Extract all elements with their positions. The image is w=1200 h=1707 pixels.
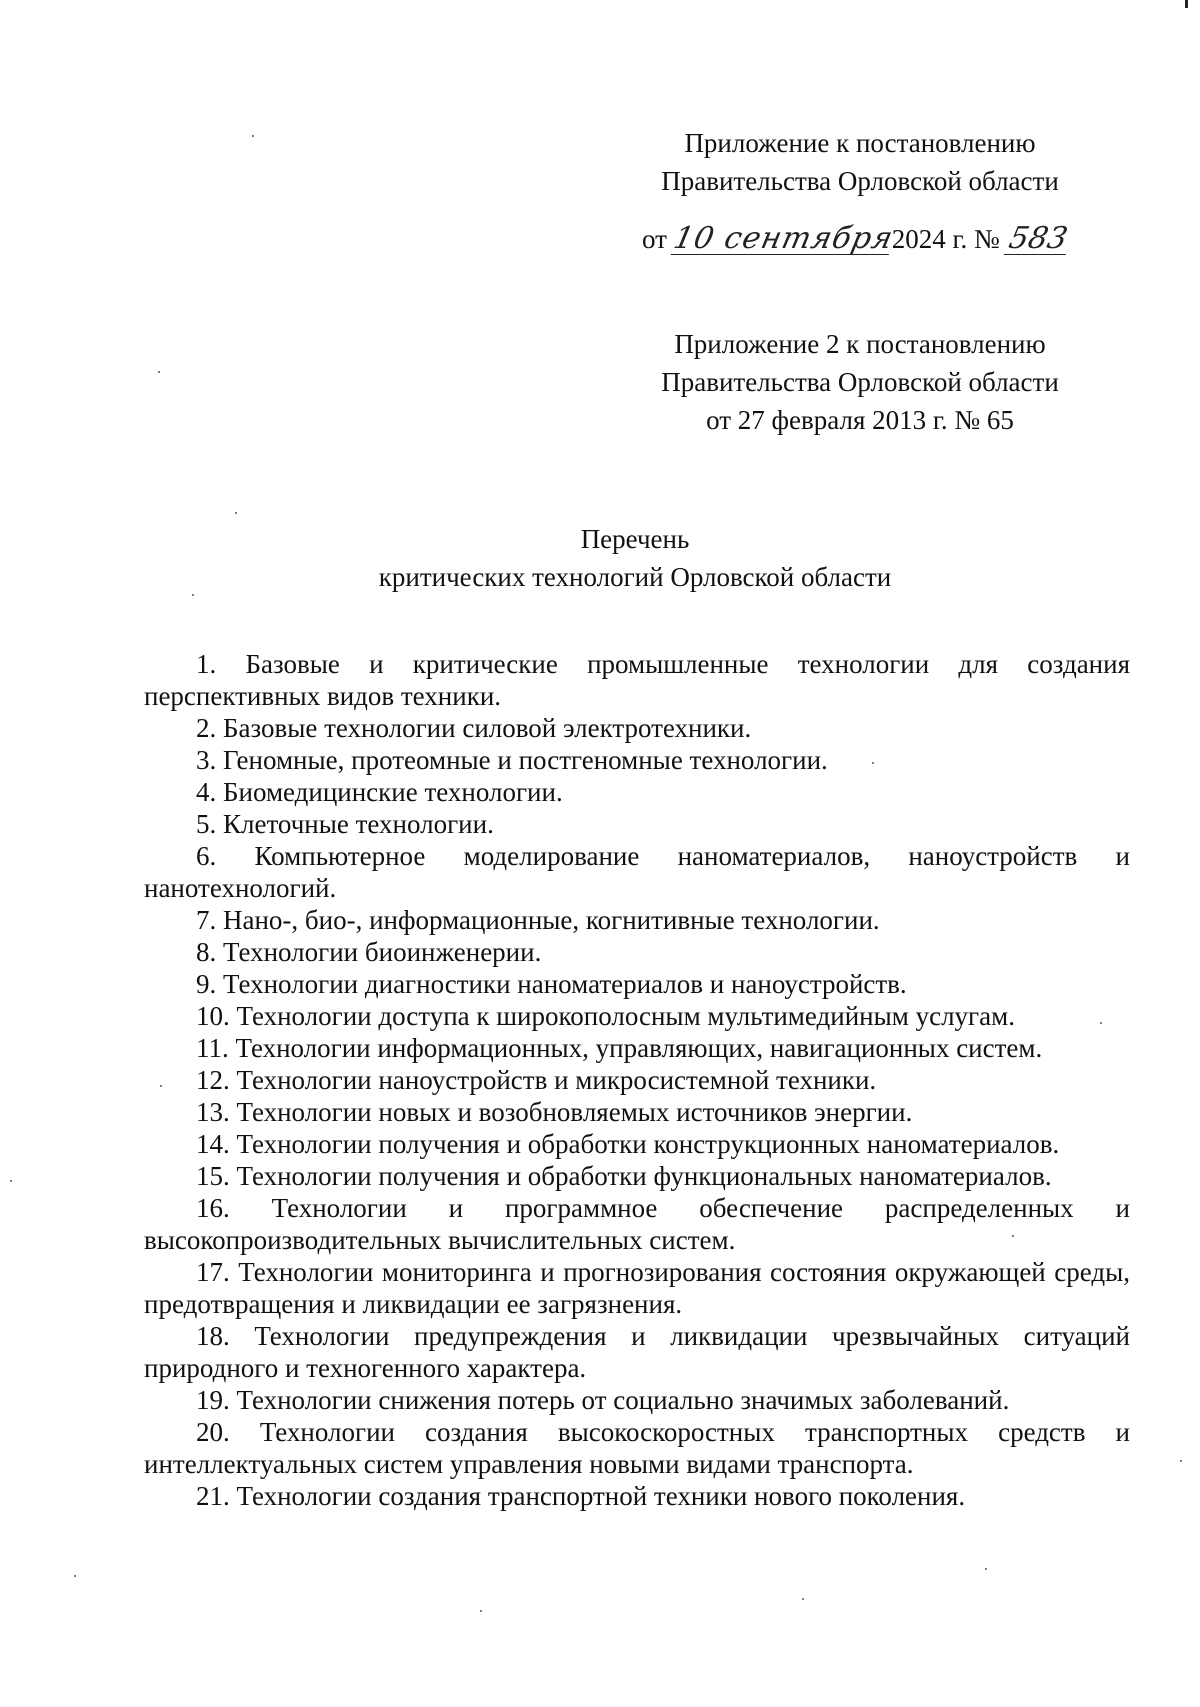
list-item: 11. Технологии информационных, управляющих, навигационных систем. xyxy=(196,1033,1043,1063)
list-item: 15. Технологии получения и обработки функциональных наноматериалов. xyxy=(196,1161,1052,1191)
handwritten-date: 10 сентября xyxy=(670,221,897,256)
list-item: 4. Биомедицинские технологии. xyxy=(196,777,563,807)
scan-speck xyxy=(1100,1022,1102,1024)
year-suffix: 2024 г. № xyxy=(891,224,1000,254)
list-item: 12. Технологии наноустройств и микросистемной техники. xyxy=(196,1065,877,1095)
scan-speck xyxy=(480,1610,482,1612)
date-prefix: от xyxy=(642,224,667,254)
appendix-header-current xyxy=(640,124,1080,200)
list-item: 9. Технологии диагностики наноматериалов и наноустройств. xyxy=(196,969,907,999)
list-item: 13. Технологии новых и возобновляемых источников энергии. xyxy=(196,1097,913,1127)
list-item: 8. Технологии биоинженерии. xyxy=(196,937,542,967)
appendix-original-line-2: Правительства Орловской области xyxy=(661,367,1059,397)
list-item: 17. Технологии мониторинга и прогнозирования состояния окружающей среды, предотвращения и ликвидации ее загрязнения. xyxy=(144,1257,1130,1319)
decree-date-line xyxy=(642,220,1082,258)
scan-speck xyxy=(158,371,160,373)
list-item: 2. Базовые технологии силовой электротехники. xyxy=(196,713,752,743)
list-item: 6. Компьютерное моделирование наноматериалов, наноустройств и нанотехнологий. xyxy=(144,841,1130,903)
list-item: 16. Технологии и программное обеспечение распределенных и высокопроизводительных вычислительных систем. xyxy=(144,1193,1130,1255)
list-item: 1. Базовые и критические промышленные технологии для создания перспективных видов техники. xyxy=(144,649,1130,711)
list-item: 18. Технологии предупреждения и ликвидации чрезвычайных ситуаций природного и техногенного характера. xyxy=(144,1321,1130,1383)
title-line-1: Перечень xyxy=(580,524,690,554)
technology-list xyxy=(144,648,1130,1512)
scan-corner-mark xyxy=(1185,0,1188,8)
title-line-2: критических технологий Орловской области xyxy=(378,562,892,592)
appendix-original-line-3: от 27 февраля 2013 г. № 65 xyxy=(706,405,1014,435)
handwritten-number: 583 xyxy=(1003,224,1072,255)
appendix-header-original xyxy=(640,325,1080,439)
appendix-original-line-1: Приложение 2 к постановлению xyxy=(674,329,1046,359)
list-item: 7. Нано-, био-, информационные, когнитивные технологии. xyxy=(196,905,880,935)
document-title xyxy=(140,520,1130,596)
scan-speck xyxy=(872,762,874,764)
scan-speck xyxy=(10,1180,12,1182)
appendix-line-2: Правительства Орловской области xyxy=(661,166,1059,196)
list-item: 19. Технологии снижения потерь от социально значимых заболеваний. xyxy=(196,1385,1010,1415)
scan-speck xyxy=(160,1085,162,1087)
list-item: 5. Клеточные технологии. xyxy=(196,809,494,839)
list-item: 10. Технологии доступа к широкополосным мультимедийным услугам. xyxy=(196,1001,1015,1031)
scan-speck xyxy=(235,512,237,514)
scan-speck xyxy=(985,1568,987,1570)
scan-speck xyxy=(802,1598,804,1600)
scan-speck xyxy=(74,1575,76,1577)
scan-speck xyxy=(1180,1460,1182,1462)
list-item: 20. Технологии создания высокоскоростных транспортных средств и интеллектуальных систем управления новыми видами транспорта. xyxy=(144,1417,1130,1479)
scan-speck xyxy=(1012,1235,1014,1237)
scan-speck xyxy=(252,135,254,137)
scan-speck xyxy=(192,594,194,596)
appendix-line-1: Приложение к постановлению xyxy=(684,128,1036,158)
list-item: 14. Технологии получения и обработки конструкционных наноматериалов. xyxy=(196,1129,1060,1159)
list-item: 21. Технологии создания транспортной техники нового поколения. xyxy=(196,1481,966,1511)
list-item: 3. Геномные, протеомные и постгеномные технологии. xyxy=(196,745,828,775)
